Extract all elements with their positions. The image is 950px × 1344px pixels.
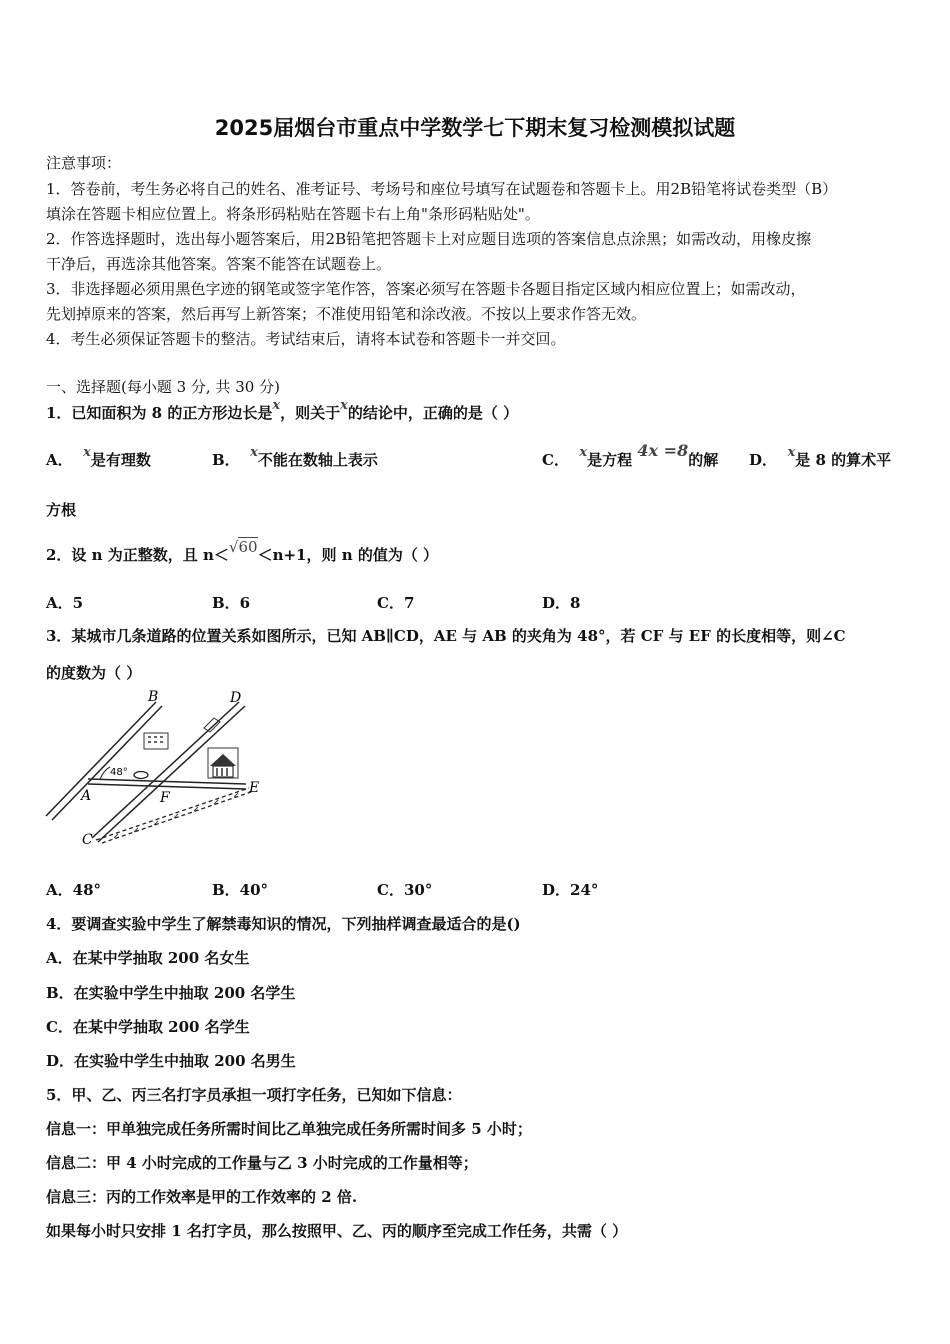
q4-option-a: A．在某中学抽取 200 名女生 (46, 949, 250, 967)
sqrt-expression: √60 (228, 538, 258, 556)
label-e: E (249, 780, 260, 796)
option-text: 是 8 的算术平 (795, 451, 892, 469)
notice-line: 填涂在答题卡相应位置上。将条形码粘贴在答题卡右上角"条形码粘贴处"。 (46, 205, 540, 223)
q2-option-b: B．6 (212, 594, 251, 612)
option-label: B． (212, 451, 240, 469)
q4-option-b: B．在实验中学生中抽取 200 名学生 (46, 984, 296, 1002)
q1-option-c (542, 441, 719, 470)
question-1-stem (46, 398, 519, 423)
label-c: C (82, 832, 93, 848)
road-ae-edge (88, 784, 246, 789)
page-title: 2025届烟台市重点中学数学七下期末复习检测模拟试题 (214, 116, 736, 140)
house-body (213, 766, 233, 777)
q2-option-a: A．5 (46, 594, 84, 612)
math-variable: x (272, 398, 281, 413)
notice-heading: 注意事项： (46, 154, 122, 172)
question-5-stem: 5．甲、乙、丙三名打字员承担一项打字任务，已知如下信息： (46, 1086, 462, 1104)
house-roof (210, 754, 236, 766)
label-a: A (81, 788, 92, 804)
road-diagram (44, 688, 274, 848)
math-variable: x (340, 398, 348, 413)
q5-question: 如果每小时只安排 1 名打字员，那么按照甲、乙、丙的顺序至完成工作任务，共需（ ） (46, 1222, 628, 1240)
road-ab-edge (52, 706, 162, 820)
q5-info-1: 信息一：甲单独完成任务所需时间比乙单独完成任务所需时间多 5 小时； (46, 1120, 532, 1138)
math-variable: x (250, 445, 258, 460)
q2-option-d: D．8 (542, 594, 581, 612)
notice-line: 干净后，再选涂其他答案。答案不能答在试题卷上。 (46, 255, 392, 273)
q3-option-c: C．30° (377, 881, 433, 899)
option-text: 是方程 (587, 451, 633, 469)
q1-option-b (212, 445, 378, 470)
road-ae (88, 779, 246, 784)
sign-icon (204, 718, 220, 732)
q1-option-a (46, 445, 151, 470)
option-text: 的解 (688, 451, 719, 469)
question-text: ，则关于 (280, 404, 341, 422)
label-f: F (160, 790, 170, 806)
q1-option-d-wrap: 方根 (46, 501, 77, 519)
notice-line: 4．考生必须保证答题卡的整洁。考试结束后，请将本试卷和答题卡一并交回。 (46, 330, 566, 348)
radicand: 60 (238, 538, 258, 556)
question-3-stem-cont: 的度数为（ ） (46, 664, 142, 682)
option-label: C． (542, 451, 569, 469)
q3-option-a: A．48° (46, 881, 102, 899)
q1-option-d (749, 445, 892, 470)
building-windows (148, 737, 163, 742)
notice-line: 2．作答选择题时，选出每小题答案后，用2B铅笔把答题卡上对应题目选项的答案信息点涂黑；如需改动，用橡皮擦 (46, 230, 812, 248)
option-label: D． (749, 451, 778, 469)
q2-option-c: C．7 (377, 594, 415, 612)
question-4-stem: 4．要调查实验中学生了解禁毒知识的情况，下列抽样调查最适合的是() (46, 915, 521, 933)
notice-line: 3．非选择题必须用黑色字迹的钢笔或签字笔作答，答案必须写在答题卡各题目指定区域内相应位置上；如需改动， (46, 280, 806, 298)
math-variable: x (579, 445, 588, 460)
q4-option-d: D．在实验中学生中抽取 200 名男生 (46, 1052, 296, 1070)
math-variable: x (83, 445, 91, 460)
q4-option-c: C．在某中学抽取 200 名学生 (46, 1018, 250, 1036)
q3-option-b: B．40° (212, 881, 269, 899)
notice-line: 1．答卷前，考生务必将自己的姓名、准考证号、考场号和座位号填写在试题卷和答题卡上。用2B铅笔将试卷类型（B） (46, 180, 838, 198)
question-text: ＜n+1，则 n 的值为（ ） (257, 546, 439, 564)
equation: 4x =8 (637, 441, 689, 460)
option-text: 不能在数轴上表示 (257, 451, 378, 469)
section-heading: 一、选择题(每小题 3 分, 共 30 分) (46, 378, 280, 396)
road-ab (46, 702, 156, 816)
building-icon (144, 733, 168, 749)
question-2-stem (46, 538, 439, 565)
notice-line: 先划掉原来的答案，然后再写上新答案；不准使用铅笔和涂改液。不按以上要求作答无效。 (46, 305, 647, 323)
option-text: 是有理数 (90, 451, 151, 469)
q3-option-d: D．24° (542, 881, 599, 899)
question-3-stem: 3．某城市几条道路的位置关系如图所示，已知 AB∥CD，AE 与 AB 的夹角为 48°，若 CF 与 EF 的长度相等，则∠C (46, 627, 846, 645)
car-icon (134, 772, 148, 779)
label-b: B (148, 689, 159, 705)
q5-info-2: 信息二：甲 4 小时完成的工作量与乙 3 小时完成的工作量相等； (46, 1154, 478, 1172)
math-variable: x (787, 445, 796, 460)
q5-info-3: 信息三：丙的工作效率是甲的工作效率的 2 倍. (46, 1188, 358, 1206)
label-d: D (230, 690, 242, 706)
question-text: 1．已知面积为 8 的正方形边长是 (46, 404, 273, 422)
question-text: 2．设 n 为正整数，且 n＜ (46, 546, 229, 564)
angle-label: 48° (110, 767, 128, 778)
house-columns (217, 768, 227, 776)
question-text: 的结论中，正确的是（ ） (347, 404, 519, 422)
option-label: A． (46, 451, 73, 469)
